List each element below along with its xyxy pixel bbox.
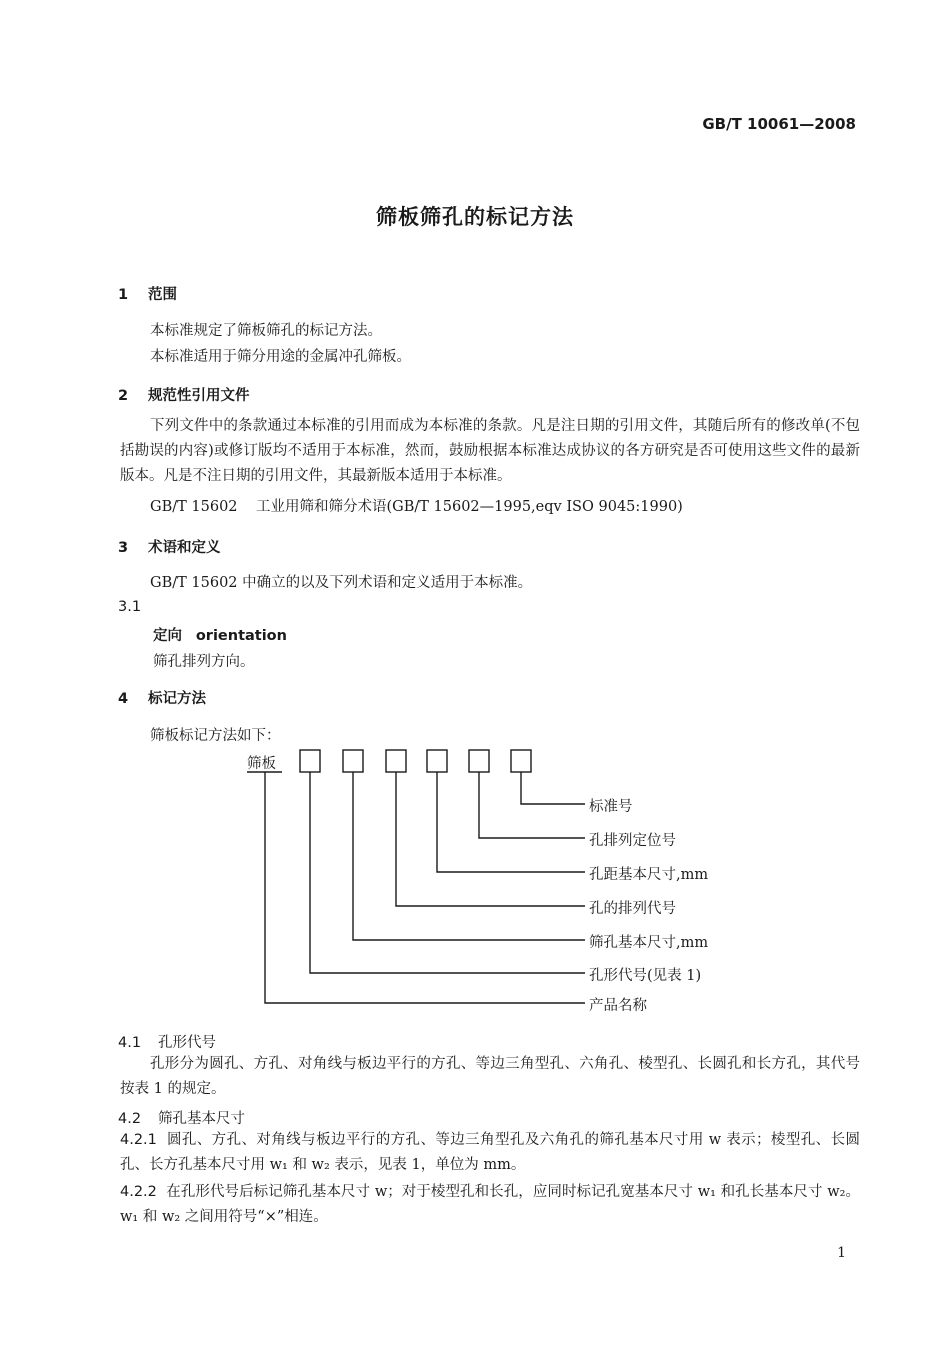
section-title: 范围 xyxy=(148,287,177,303)
leader-line xyxy=(479,772,585,838)
page-number: 1 xyxy=(837,1245,846,1261)
page-title: 筛板筛孔的标记方法 xyxy=(376,205,574,229)
clause-number: 4.2 xyxy=(118,1111,142,1127)
leader-line xyxy=(265,772,585,1003)
paragraph: 本标准适用于筛分用途的金属冲孔筛板。 xyxy=(150,349,411,365)
marking-box xyxy=(386,750,406,772)
leader-line xyxy=(353,772,585,940)
paragraph: 下列文件中的条款通过本标准的引用而成为本标准的条款。凡是注日期的引用文件，其随后所有的修改单(不包括勘误的内容)或修订版均不适用于本标准，然而，鼓励根据本标准达成协议的各方研究是否可使用这些文件的最新版本。凡是不注日期的引用文件，其最新版本适用于本标准。 xyxy=(120,418,860,484)
clause-number: 3.1 xyxy=(118,599,142,615)
reference-title: 工业用筛和筛分术语(GB/T 15602—1995,eqv ISO 9045:1990) xyxy=(255,499,683,515)
leader-line xyxy=(521,772,585,804)
clause-number: 4.2.2 xyxy=(120,1184,157,1200)
diagram-label: 孔的排列代号 xyxy=(589,901,676,917)
diagram-label: 标准号 xyxy=(589,799,633,815)
marking-box xyxy=(427,750,447,772)
term-definition: 筛孔排列方向。 xyxy=(153,654,255,670)
diagram-label: 孔排列定位号 xyxy=(589,833,676,849)
section-number: 1 xyxy=(118,287,129,303)
section-title: 术语和定义 xyxy=(148,540,221,556)
section-number: 3 xyxy=(118,540,129,556)
reference-code: GB/T 15602 xyxy=(150,499,238,515)
section-number: 4 xyxy=(118,691,129,707)
clause-text: 在孔形代号后标记筛孔基本尺寸 w；对于棱型孔和长孔，应同时标记孔宽基本尺寸 w₁ 和孔长基本尺寸 w₂。w₁ 和 w₂ 之间用符号“×”相连。 xyxy=(120,1184,861,1225)
diagram-label: 筛孔基本尺寸,mm xyxy=(589,935,709,951)
term-chinese: 定向 xyxy=(153,628,182,644)
marking-box xyxy=(469,750,489,772)
section-title: 规范性引用文件 xyxy=(148,388,250,404)
clause-number: 4.1 xyxy=(118,1035,142,1051)
leader-line xyxy=(437,772,585,872)
paragraph xyxy=(120,1180,860,1230)
section-title: 标记方法 xyxy=(148,691,206,707)
paragraph: 孔形分为圆孔、方孔、对角线与板边平行的方孔、等边三角型孔、六角孔、棱型孔、长圆孔和长方孔，其代号按表 1 的规定。 xyxy=(120,1056,860,1097)
paragraph xyxy=(120,1128,860,1178)
marking-box xyxy=(343,750,363,772)
diagram-label: 孔距基本尺寸,mm xyxy=(589,867,709,883)
marking-prefix: 筛板 xyxy=(247,756,276,772)
clause-text: 圆孔、方孔、对角线与板边平行的方孔、等边三角型孔及六角孔的筛孔基本尺寸用 w 表示；棱型孔、长圆孔、长方孔基本尺寸用 w₁ 和 w₂ 表示，见表 1，单位为 mm。 xyxy=(120,1132,860,1173)
clause-number: 4.2.1 xyxy=(120,1132,157,1148)
diagram-label: 孔形代号(见表 1) xyxy=(589,968,702,984)
section-number: 2 xyxy=(118,388,129,404)
clause-title: 筛孔基本尺寸 xyxy=(158,1111,245,1127)
standard-number: GB/T 10061—2008 xyxy=(702,115,856,133)
clause-4-2-heading xyxy=(118,1107,245,1128)
clause-4-1-heading xyxy=(118,1031,216,1052)
paragraph: 筛板标记方法如下： xyxy=(150,728,281,744)
marking-box xyxy=(300,750,320,772)
paragraph: GB/T 15602 中确立的以及下列术语和定义适用于本标准。 xyxy=(150,575,533,591)
leader-line xyxy=(396,772,585,906)
clause-title: 孔形代号 xyxy=(158,1035,216,1051)
diagram-label: 产品名称 xyxy=(589,998,647,1014)
term-english: orientation xyxy=(195,628,287,644)
paragraph: 本标准规定了筛板筛孔的标记方法。 xyxy=(150,323,382,339)
marking-box xyxy=(511,750,531,772)
